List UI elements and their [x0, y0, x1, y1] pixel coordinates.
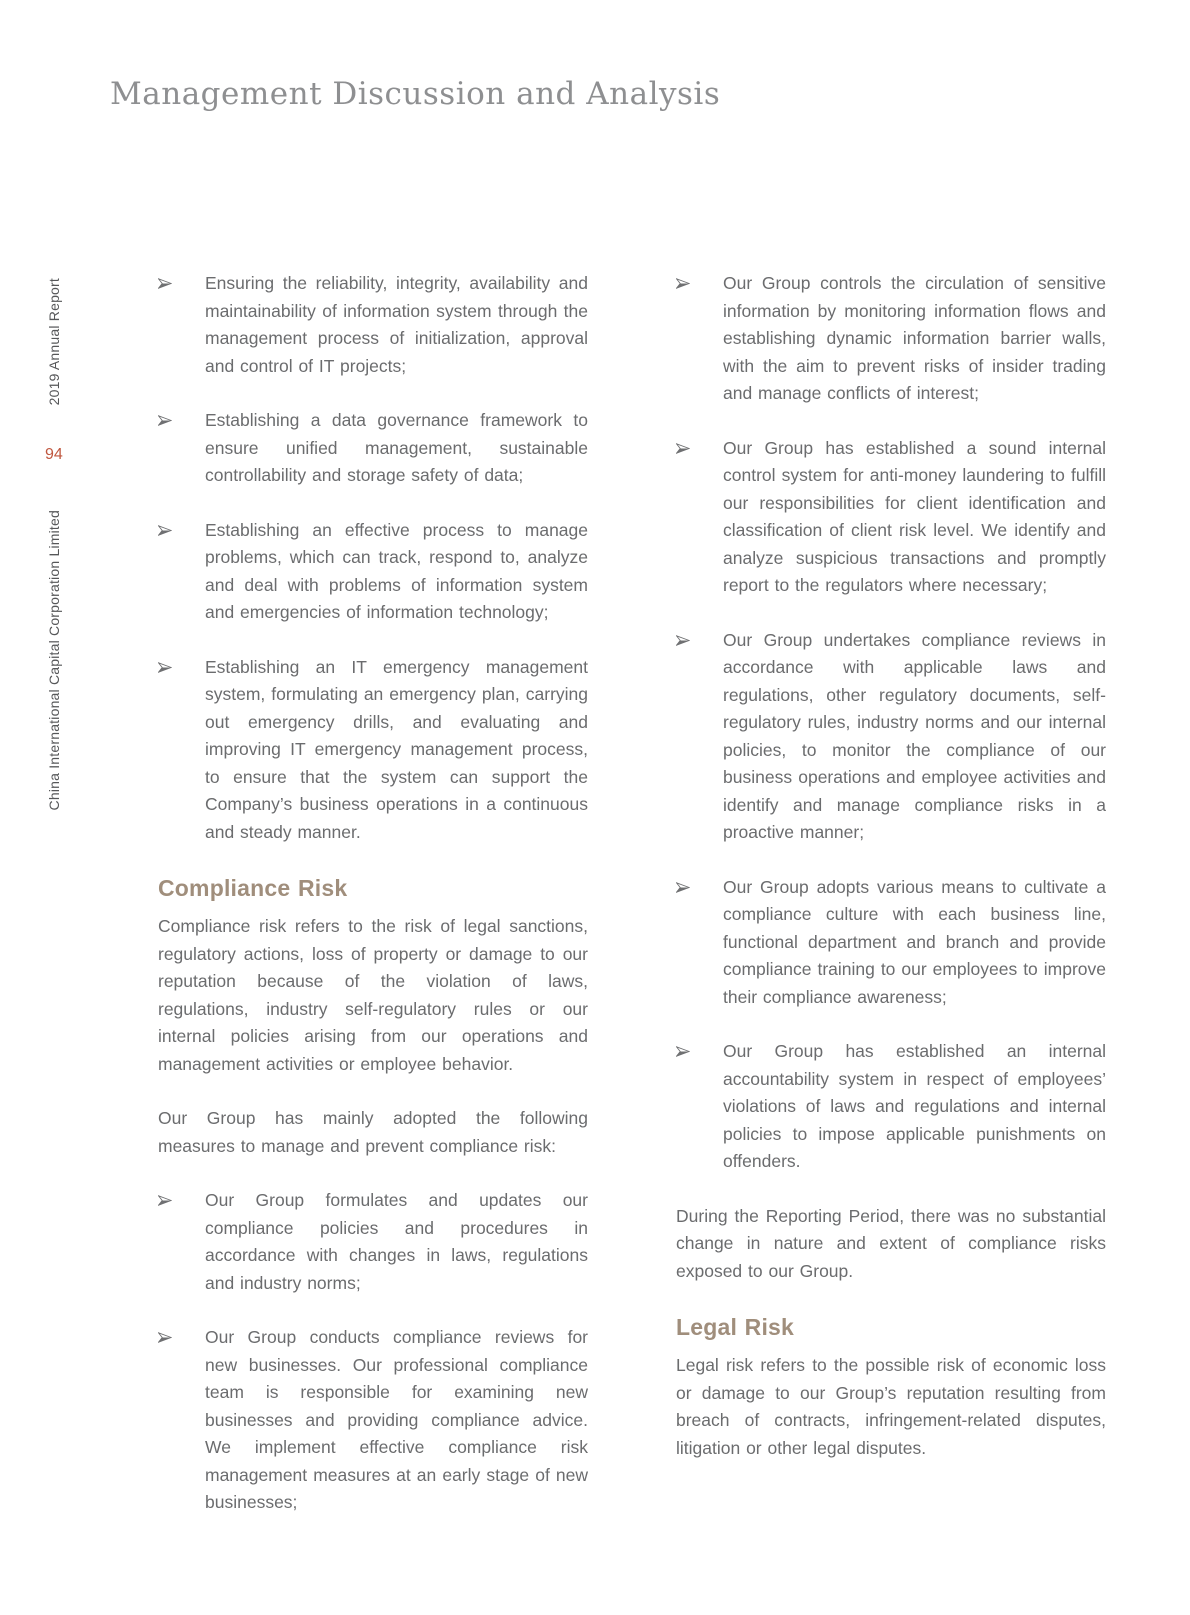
arrowhead-bullet-icon [676, 627, 723, 847]
list-item [676, 874, 1106, 1012]
list-item [676, 627, 1106, 847]
arrowhead-bullet-icon [676, 270, 723, 408]
list-item [158, 1187, 588, 1297]
legal-risk-heading: Legal Risk [676, 1314, 795, 1340]
list-item [158, 654, 588, 847]
arrowhead-bullet-icon [158, 1187, 205, 1297]
list-item [676, 435, 1106, 600]
list-item-text: Our Group controls the circulation of sensitive information by monitoring information flows and establishing dynamic information barrier walls, with the aim to prevent risks of insider trading and manage conflicts of interest; [723, 273, 1106, 403]
list-item [676, 1038, 1106, 1176]
arrowhead-bullet-icon [158, 270, 205, 380]
list-item-text: Establishing an effective process to manage problems, which can track, respond to, analyze and deal with problems of information system and emergencies of information technology; [205, 519, 588, 622]
list-item-text: Our Group adopts various means to cultivate a compliance culture with each business line, functional department and branch and provide compliance training to our employees to improve their compliance awareness; [723, 876, 1106, 1007]
list-item-text: Ensuring the reliability, integrity, availability and maintainability of information system through the management process of initialization, approval and control of IT projects; [205, 273, 588, 376]
compliance-intro-paragraph: Compliance risk refers to the risk of legal sanctions, regulatory actions, loss of property or damage to our reputation because of the violation of laws, regulations, industry self-regulatory rules or our internal policies arising from our operations and management activities or employee behavior. [158, 916, 588, 1074]
arrowhead-bullet-icon [158, 654, 205, 847]
legal-intro-paragraph: Legal risk refers to the possible risk of economic loss or damage to our Group’s reputation resulting from breach of contracts, infringement-related disputes, litigation or other legal disputes. [676, 1355, 1106, 1458]
sidebar-company-name: China International Capital Corporation Limited [46, 510, 62, 811]
arrowhead-bullet-icon [158, 1324, 205, 1517]
reporting-period-paragraph: During the Reporting Period, there was no substantial change in nature and extent of compliance risks exposed to our Group. [676, 1205, 1106, 1281]
arrowhead-bullet-icon [676, 435, 723, 600]
arrowhead-bullet-icon [676, 874, 723, 1012]
right-column [676, 270, 1106, 1489]
left-column [158, 270, 588, 1544]
list-item-text: Our Group formulates and updates our compliance policies and procedures in accordance with changes in laws, regulations and industry norms; [205, 1190, 588, 1293]
page-number: 94 [45, 446, 63, 463]
list-item [158, 407, 588, 490]
list-item-text: Our Group has established an internal accountability system in respect of employees’ violations of laws and regulations and internal policies to impose applicable punishments on offenders. [723, 1041, 1106, 1171]
list-item-text: Establishing a data governance framework to ensure unified management, sustainable controllability and storage safety of data; [205, 410, 588, 485]
list-item [158, 270, 588, 380]
compliance-measures-intro-paragraph: Our Group has mainly adopted the following measures to manage and prevent compliance risk: [158, 1108, 588, 1156]
compliance-risk-heading: Compliance Risk [158, 875, 348, 901]
list-item [158, 517, 588, 627]
list-item-text: Our Group has established a sound internal control system for anti-money laundering to fulfill our responsibilities for client identification and classification of client risk level. We identify and analyze suspicious transactions and promptly report to the regulators where necessary; [723, 437, 1106, 595]
arrowhead-bullet-icon [676, 1038, 723, 1176]
list-item-text: Our Group conducts compliance reviews for new businesses. Our professional compliance team is responsible for examining new businesses and providing compliance advice. We implement effective compliance risk management measures at an early stage of new businesses; [205, 1327, 588, 1512]
list-item-text: Establishing an IT emergency management system, formulating an emergency plan, carrying out emergency drills, and evaluating and improving IT emergency management process, to ensure that the system can support the Company’s business operations in a continuous and steady manner. [205, 656, 588, 842]
list-item-text: Our Group undertakes compliance reviews in accordance with applicable laws and regulations, other regulatory documents, self-regulatory rules, industry norms and our internal policies, to monitor the compliance of our business operations and employee activities and identify and manage compliance risks in a proactive manner; [723, 629, 1106, 842]
list-item [158, 1324, 588, 1517]
arrowhead-bullet-icon [158, 517, 205, 627]
list-item [676, 270, 1106, 408]
page-title: Management Discussion and Analysis [110, 76, 721, 112]
arrowhead-bullet-icon [158, 407, 205, 490]
sidebar-report-name: 2019 Annual Report [46, 278, 62, 406]
